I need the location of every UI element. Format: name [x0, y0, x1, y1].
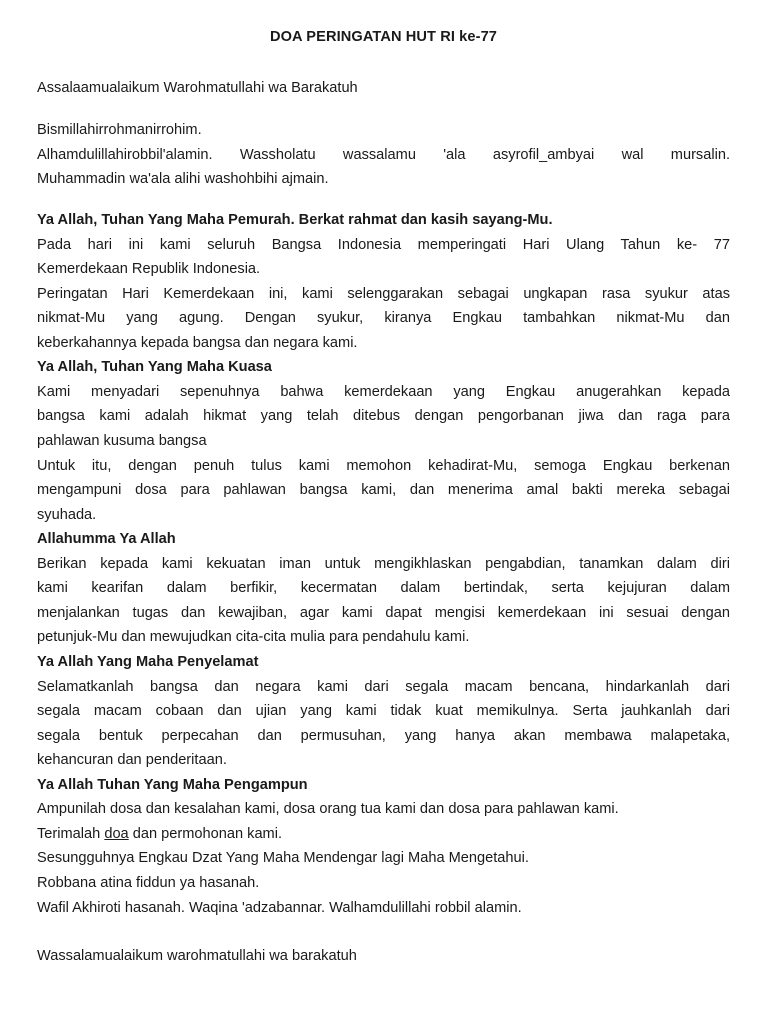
paragraph-line: keberkahannya kepada bangsa dan negara kami.	[37, 335, 358, 351]
paragraph-line: syuhada.	[37, 507, 97, 523]
section-heading: Allahumma Ya Allah	[37, 531, 176, 547]
paragraph-line: Ampunilah dosa dan kesalahan kami, dosa orang tua kami dan dosa para pahlawan kami.	[37, 801, 619, 817]
closing: Wassalamualaikum warohmatullahi wa barakatuh	[37, 948, 357, 964]
section-heading: Ya Allah, Tuhan Yang Maha Kuasa	[37, 359, 272, 375]
paragraph-line: Kami menyadari sepenuhnya bahwa kemerdekaan yang Engkau anugerahkan kepada	[37, 384, 730, 400]
paragraph-line: Selamatkanlah bangsa dan negara kami dari segala macam bencana, hindarkanlah dari	[37, 679, 730, 695]
paragraph-line: bangsa kami adalah hikmat yang telah ditebus dengan pengorbanan jiwa dan raga para	[37, 408, 730, 424]
section-heading: Ya Allah Yang Maha Penyelamat	[37, 654, 259, 670]
paragraph-line: nikmat-Mu yang agung. Dengan syukur, kiranya Engkau tambahkan nikmat-Mu dan	[37, 310, 730, 326]
paragraph-line	[37, 824, 282, 844]
paragraph-line: Untuk itu, dengan penuh tulus kami memohon kehadirat-Mu, semoga Engkau berkenan	[37, 458, 730, 474]
paragraph-line: Berikan kepada kami kekuatan iman untuk mengikhlaskan pengabdian, tanamkan dalam diri	[37, 556, 730, 572]
paragraph-line: Wafil Akhiroti hasanah. Waqina 'adzabannar. Walhamdulillahi robbil alamin.	[37, 900, 522, 916]
section-heading: Ya Allah Tuhan Yang Maha Pengampun	[37, 777, 308, 793]
paragraph-line: Robbana atina fiddun ya hasanah.	[37, 875, 260, 891]
paragraph-line: segala macam cobaan dan ujian yang kami tidak kuat memikulnya. Serta jauhkanlah dari	[37, 703, 730, 719]
text-span: dan permohonan kami.	[128, 826, 283, 842]
greeting: Assalaamualaikum Warohmatullahi wa Barakatuh	[37, 80, 358, 96]
paragraph-line: kehancuran dan penderitaan.	[37, 752, 227, 768]
paragraph-line: Sesungguhnya Engkau Dzat Yang Maha Mendengar lagi Maha Mengetahui.	[37, 850, 529, 866]
opening-line-2: Alhamdulillahirobbil'alamin. Wassholatu wassalamu 'ala asyrofil_ambyai wal mursalin.	[37, 147, 730, 163]
opening-line-3: Muhammadin wa'ala alihi washohbihi ajmain.	[37, 171, 329, 187]
paragraph-line: segala bentuk perpecahan dan permusuhan, yang hanya akan membawa malapetaka,	[37, 728, 730, 744]
paragraph-line: petunjuk-Mu dan mewujudkan cita-cita mulia para pendahulu kami.	[37, 629, 470, 645]
text-span: Terimalah	[37, 826, 105, 842]
section-heading: Ya Allah, Tuhan Yang Maha Pemurah. Berkat rahmat dan kasih sayang-Mu.	[37, 212, 553, 228]
paragraph-line: Peringatan Hari Kemerdekaan ini, kami selenggarakan sebagai ungkapan rasa syukur atas	[37, 286, 730, 302]
page-title: DOA PERINGATAN HUT RI ke-77	[269, 29, 498, 45]
paragraph-line: mengampuni dosa para pahlawan bangsa kami, dan menerima amal bakti mereka sebagai	[37, 482, 730, 498]
paragraph-line: menjalankan tugas dan kewajiban, agar kami dapat mengisi kemerdekaan ini sesuai dengan	[37, 605, 730, 621]
paragraph-line: Kemerdekaan Republik Indonesia.	[37, 261, 261, 277]
doa-link[interactable]: doa	[104, 826, 129, 842]
paragraph-line: Pada hari ini kami seluruh Bangsa Indonesia memperingati Hari Ulang Tahun ke- 77	[37, 237, 730, 253]
paragraph-line: pahlawan kusuma bangsa	[37, 433, 207, 449]
opening-line-1: Bismillahirrohmanirrohim.	[37, 122, 202, 138]
paragraph-line: kami kearifan dalam berfikir, kecermatan dalam bertindak, serta kejujuran dalam	[37, 580, 730, 596]
